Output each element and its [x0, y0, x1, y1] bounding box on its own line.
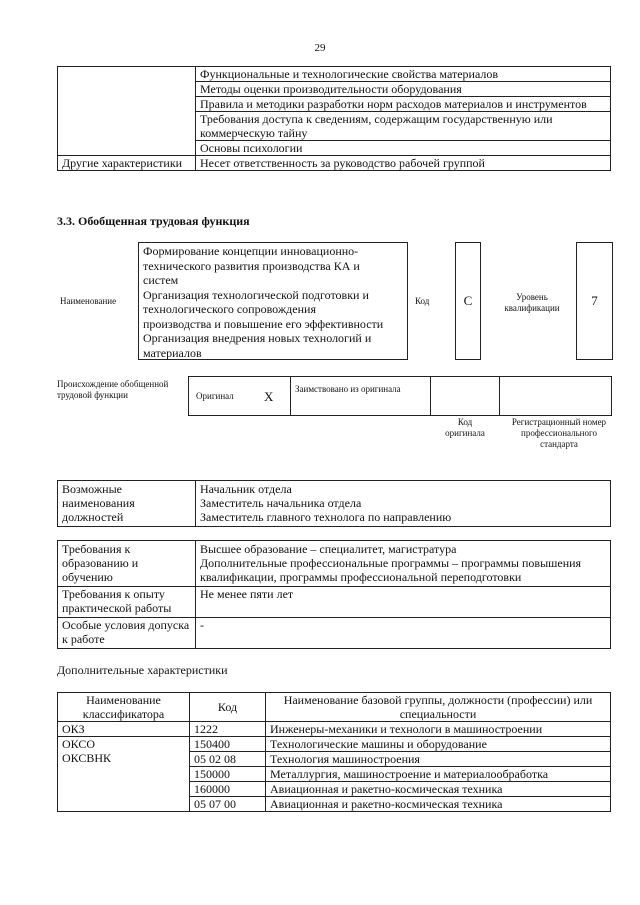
- positions-table: [57, 480, 611, 527]
- registration-caption: Регистрационный номер профессионального стандарта: [511, 417, 607, 449]
- level-value-box: 7: [576, 242, 613, 360]
- header-code: Код: [190, 693, 266, 722]
- education-label: Требования к образованию и обучению: [58, 541, 196, 587]
- requirements-table: [57, 540, 611, 649]
- additional-title: Дополнительные характеристики: [57, 663, 228, 677]
- table-cell: Несет ответственность за руководство рабочей группой: [196, 156, 611, 171]
- table-cell: Правила и методики разработки норм расходов материалов и инструментов: [196, 97, 611, 112]
- borrowed-label: Заимствовано из оригинала: [295, 384, 401, 394]
- classifier-name: ОКСО: [62, 737, 96, 751]
- classifier-cell: [58, 737, 190, 812]
- function-name-box: [138, 242, 408, 360]
- function-name-line: систем: [143, 273, 179, 287]
- name-cell: Технология машиностроения: [266, 752, 611, 767]
- name-cell: Металлургия, машиностроение и материалообработка: [266, 767, 611, 782]
- list-item: Начальник отдела: [200, 482, 292, 496]
- table-cell: Методы оценки производительности оборудования: [196, 82, 611, 97]
- experience-label: Требования к опыту практической работы: [58, 587, 196, 618]
- code-cell: 05 02 08: [190, 752, 266, 767]
- origin-box: [188, 376, 612, 416]
- function-name-line: материалов: [143, 345, 202, 360]
- code-cell: 150000: [190, 767, 266, 782]
- table-cell: Основы психологии: [196, 141, 611, 156]
- section-title: 3.3. Обобщенная трудовая функция: [57, 214, 250, 228]
- table-cell: Функциональные и технологические свойства материалов: [196, 67, 611, 82]
- function-name-line: технологического сопровождения: [143, 302, 316, 316]
- classifier-cell: ОКЗ: [58, 722, 190, 737]
- table-row: [58, 587, 611, 618]
- table-row: [58, 156, 611, 171]
- positions-label: Возможные наименования должностей: [58, 481, 196, 527]
- function-name-line: производства и повышение его эффективности: [143, 316, 384, 331]
- code-cell: 1222: [190, 722, 266, 737]
- table-row: [58, 541, 611, 587]
- page-number: 29: [314, 42, 326, 54]
- code-original-caption: Код оригинала: [445, 417, 485, 438]
- positions-list: [196, 481, 611, 527]
- origin-label: Происхождение обобщенной трудовой функции: [57, 379, 169, 400]
- list-item: Высшее образование – специалитет, магистратура: [200, 542, 457, 556]
- header-classifier: Наименование классификатора: [58, 693, 190, 722]
- table-row: [58, 722, 611, 737]
- list-item: Дополнительные профессиональные программы – программы повышения квалификации, программы профессиональной переподготовки: [200, 556, 582, 584]
- origin-divider: [290, 376, 291, 416]
- function-name-line: Организация внедрения новых технологий и: [143, 331, 372, 345]
- code-cell: 05 07 00: [190, 797, 266, 812]
- table-row: [58, 737, 611, 752]
- original-label: Оригинал: [196, 391, 234, 401]
- origin-divider: [430, 376, 431, 416]
- table-header-row: [58, 693, 611, 722]
- name-cell: Технологические машины и оборудование: [266, 737, 611, 752]
- level-label: Уровень квалификации: [504, 292, 560, 313]
- classifier-name: ОКСВНК: [62, 751, 112, 765]
- function-name-line: Организация технологической подготовки и: [143, 287, 369, 302]
- table-label-cell: [58, 67, 196, 156]
- special-value: -: [196, 618, 611, 649]
- table-label-cell: Другие характеристики: [58, 156, 196, 171]
- code-label: Код: [415, 296, 430, 306]
- header-name: Наименование базовой группы, должности (профессии) или специальности: [266, 693, 611, 722]
- code-cell: 160000: [190, 782, 266, 797]
- code-value-box: C: [455, 242, 481, 360]
- special-label: Особые условия допуска к работе: [58, 618, 196, 649]
- name-cell: Инженеры-механики и технологи в машиностроении: [266, 722, 611, 737]
- name-label: Наименование: [60, 296, 117, 306]
- experience-value: Не менее пяти лет: [196, 587, 611, 618]
- table-row: [58, 618, 611, 649]
- table-row: [58, 481, 611, 527]
- name-cell: Авиационная и ракетно-космическая техника: [266, 782, 611, 797]
- function-name-line: технического развития производства КА и: [143, 258, 360, 273]
- original-mark: X: [264, 389, 274, 404]
- list-item: Заместитель главного технолога по направлению: [200, 510, 452, 524]
- table-cell: Требования доступа к сведениям, содержащим государственную или коммерческую тайну: [196, 112, 611, 141]
- education-list: [196, 541, 611, 587]
- function-name-line: Формирование концепции инновационно-: [143, 244, 359, 258]
- name-cell: Авиационная и ракетно-космическая техника: [266, 797, 611, 812]
- origin-divider: [499, 376, 500, 416]
- table-row: [58, 67, 611, 82]
- list-item: Заместитель начальника отдела: [200, 496, 362, 510]
- code-cell: 150400: [190, 737, 266, 752]
- knowledge-table: [57, 66, 611, 171]
- classifier-table: [57, 692, 611, 812]
